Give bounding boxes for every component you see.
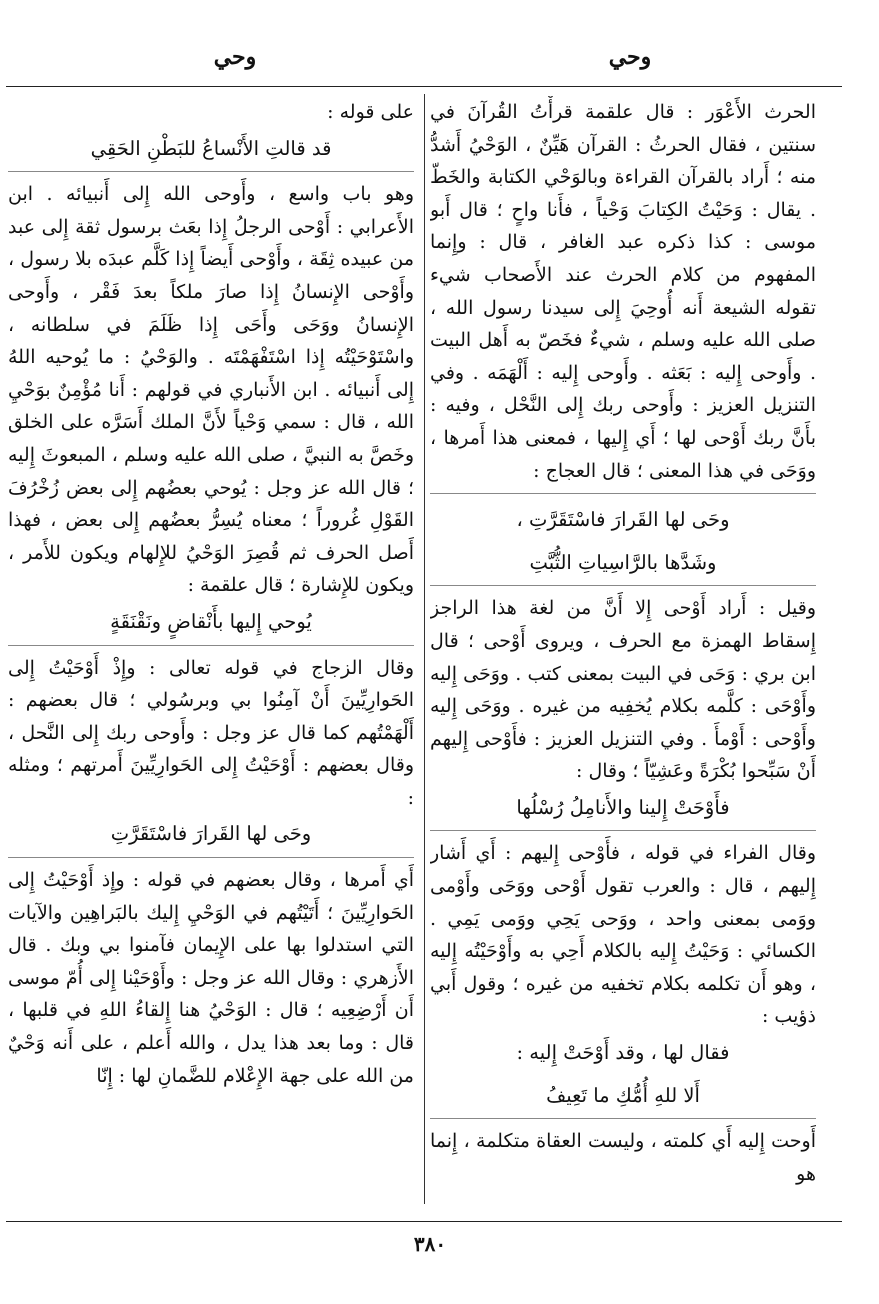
left-verse-1: قد قالتِ الأَنْساعُ للبَطْنِ الحَقِي bbox=[8, 129, 414, 173]
right-paragraph-4: أَوحت إِليه أَي كلمته ، وليست العقاة متكلمة ، إِنما هو bbox=[430, 1130, 816, 1185]
page-number: ٣٨٠ bbox=[413, 1232, 447, 1256]
left-paragraph-1: على قوله : bbox=[327, 101, 414, 123]
footer-rule bbox=[6, 1221, 842, 1222]
left-running-header: وحي bbox=[213, 44, 257, 70]
right-running-header: وحي bbox=[608, 44, 652, 70]
right-verse-1-line-1: وحَى لها القَرارَ فاسْتَقَرَّتِ ، bbox=[516, 508, 730, 532]
header-rule bbox=[6, 86, 842, 87]
right-paragraph-2: وقيل : أَراد أَوْحى إِلا أَنَّ من لغة هذا الراجز إِسقاط الهمزة مع الحرف ، ويروى أَوْحى ؛ قال ابن بري : وَحَى في البيت بمعنى كتب . ووَحَى إِليه وأَوْحَى : كلَّمه بكلام يُخفِيه من غيره . ووَحَى إِليه وأَوْحى : أَوْمأَ . وفي التنزيل العزيز : فأَوْحى إِليهم أَنْ سَبِّحوا بُكْرَةً وعَشِيّاً ؛ وقال : bbox=[430, 597, 816, 783]
left-verse-2: يُوحي إِليها بأَنْقاضٍ ونَقْنَقَةٍ bbox=[8, 602, 414, 646]
right-verse-1-line-2: وشَدَّها بالرَّاسِياتِ الثُّبَّتِ bbox=[430, 543, 816, 587]
right-verse-3-line-1: فقال لها ، وقد أَوْحَتْ إِليه : bbox=[516, 1041, 730, 1065]
column-divider bbox=[424, 94, 425, 1204]
right-paragraph-3: وقال الفراء في قوله ، فأَوْحى إِليهم : أَي أَشار إِليهم ، قال : والعرب تقول أَوْحى ووَحَى وأَوْمى ووَمى بمعنى واحد ، ووَحى يَحِي ووَمى يَمِي . الكسائي : وَحَيْتُ إِليه بالكلام أَحِي به وأَوْحَيْتُه إِليه ، وهو أَن تكلمه بكلام تخفيه من غيره ؛ وقول أَبي ذؤيب : bbox=[430, 842, 816, 1028]
right-paragraph-1: الحرث الأَعْوَر : قال علقمة قرأْتُ القُرآنَ في سنتين ، فقال الحرثُ : القرآن هَيِّنٌ ، الوَحْيُ أَشدُّ منه ؛ أَراد بالقرآن القراءة وبالوَحْي الكتابة والخَطّ . يقال : وَحَيْتُ الكِتابَ وَحْياً ، فأَنا واحٍ ؛ قال أَبو موسى : كذا ذكره عبد الغافر ، قال : وإِنما المفهوم من كلام الحرث عند الأَصحاب شيء تقوله الشيعة أَنه أُوحِيَ إِلى سيدنا رسول الله ، صلى الله عليه وسلم ، شيءٌ فخَصّ به أَهل البيت . وأَوحى إِليه : بَعَثه . وأَوحى إِليه : أَلْهَمَه . وفي التنزيل العزيز : وأَوحى ربك إِلى النَّحْل ، وفيه : بأَنَّ ربك أَوْحى لها ؛ أَي إِليها ، فمعنى هذا أَمرها ، ووَحَى في هذا المعنى ؛ قال العجاج : bbox=[430, 101, 816, 482]
left-text-column bbox=[8, 96, 414, 1206]
left-verse-3: وحَى لها القَرارَ فاسْتَقَرَّتِ bbox=[8, 814, 414, 858]
right-verse-2: فأَوْحَتْ إِلينا والأَنامِلُ رُسْلُها bbox=[430, 788, 816, 832]
left-paragraph-4: أَي أَمرها ، وقال بعضهم في قوله : وإِذ أَوْحَيْتُ إِلى الحَوارِيِّينَ ؛ أَتَيْتُهم في الوَحْيِ إِليك بالبَراهِين والآيات التي استدلوا بها على الإِيمان فآمنوا بي وبك . قال الأَزهري : وقال الله عز وجل : وأَوْحَيْنا إِلى أُمّ موسى أَن أَرْضِعِيه ؛ قال : الوَحْيُ هنا إِلقاءُ اللهِ في قلبها ، قال : وما بعد هذا يدل ، والله أَعلم ، على أَنه وَحْيٌ من الله على جهة الإِعْلام للضَّمانِ لها : إِنّا bbox=[8, 869, 414, 1087]
right-text-column bbox=[430, 96, 816, 1206]
left-paragraph-2: وهو باب واسع ، وأَوحى الله إِلى أَنبيائه . ابن الأَعرابي : أَوْحى الرجلُ إِذا بعَث برسول ثقة إِلى عبد من عبيده ثِقَة ، وأَوْحى أَيضاً إِذا كَلَّم عبدَه بلا رسول ، وأَوْحى الإِنسانُ إِذا صارَ ملكاً بعدَ فَقْر ، وأَوحى الإِنسانُ ووَحَى وأَحَى إِذا ظَلَمَ في سلطانه ، واسْتَوْحَيْتُه إِذا اسْتَفْهَمْتَه . والوَحْيُ : ما يُوحيه اللهُ إِلى أَنبيائه . ابن الأَنباري في قولهم : أَنا مُؤْمِنٌ بوَحْيِ الله ، قال : سمي وَحْياً لأَنَّ الملك أَسَرَّه على الخلق وخَصَّ به النبيَّ ، صلى الله عليه وسلم ، المبعوثَ إِليه ؛ قال الله عز وجل : يُوحي بعضُهم إِلى بعض زُخْرُفَ القَوْلِ غُروراً ؛ معناه يُسِرُّ بعضُهم إِلى بعض ، فهذا أَصل الحرف ثم قُصِرَ الوَحْيُ للإِلهام ويكون للأَمر ، ويكون للإِشارة ؛ قال علقمة : bbox=[8, 183, 414, 597]
left-paragraph-3: وقال الزجاج في قوله تعالى : وإِذْ أَوْحَيْتُ إِلى الحَوارِيِّينَ أَنْ آمِنُوا بي وبرسُولي ؛ قال بعضهم : أَلْهَمْتُهم كما قال عز وجل : وأَوحى ربك إِلى النَّحل ، وقال بعضهم : أَوْحَيْتُ إِلى الحَوارِيِّينَ أَمرتهم ؛ ومثله : bbox=[8, 656, 414, 809]
right-verse-3-line-2: أَلا للهِ أُمُّكِ ما تَعِيفُ bbox=[430, 1076, 816, 1120]
